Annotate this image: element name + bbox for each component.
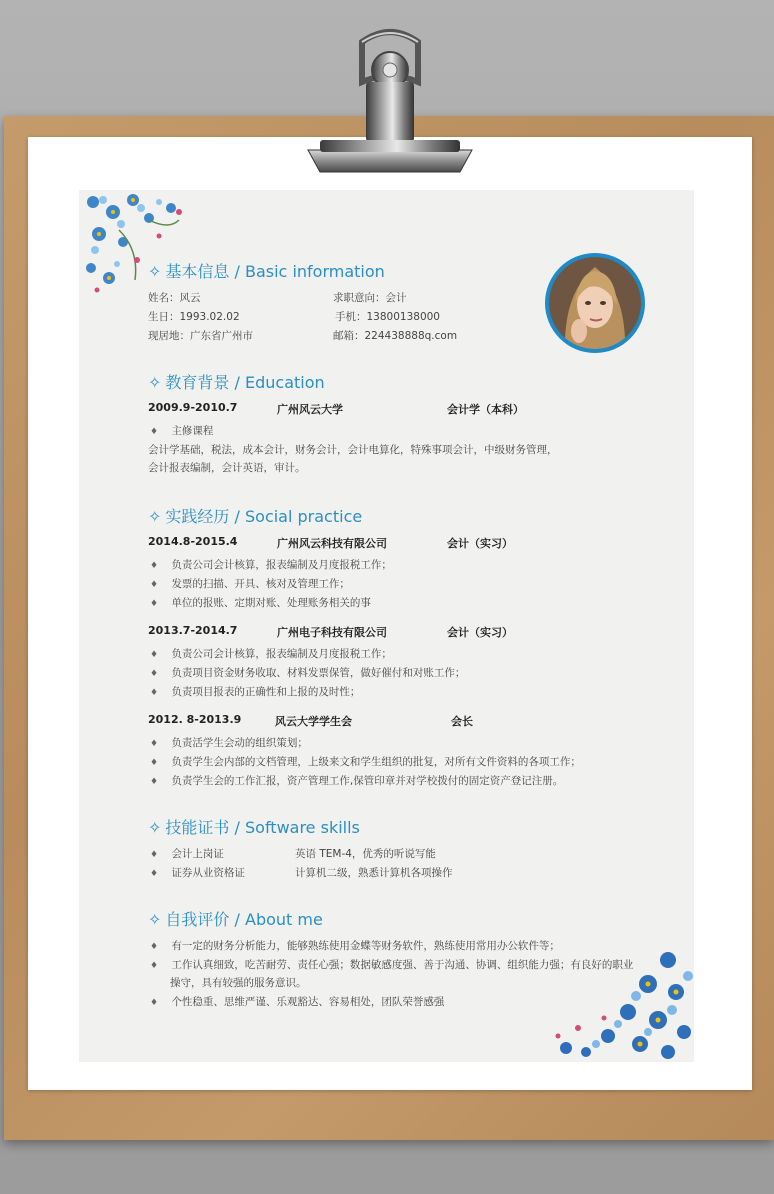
list-item	[150, 735, 308, 750]
section-title-basic	[148, 259, 385, 282]
job-role: 会计（实习）	[447, 537, 513, 550]
course-line: 会计学基础，税法，成本会计，财务会计，会计电算化，特殊事项会计，中级财务管理，	[148, 444, 558, 456]
job-period: 2012. 8-2013.9	[148, 713, 242, 726]
title-cn: 自我评价	[165, 910, 230, 929]
email-field: 邮箱：224438888q.com	[333, 330, 458, 342]
job-company: 广州风云科技有限公司	[277, 537, 387, 550]
skill-desc: 英语 TEM-4，优秀的听说写能	[295, 848, 436, 860]
sparkle-icon: ✧	[148, 910, 162, 929]
list-item	[150, 846, 224, 861]
location-field: 现居地：广东省广州市	[148, 330, 253, 342]
title-cn: 实践经历	[165, 507, 230, 526]
bullet-icon: ♦	[150, 998, 159, 1008]
item-text: 工作认真细致，吃苦耐劳、责任心强；数据敏感度强、善于沟通、协调、组织能力强；有良好的职业	[171, 959, 634, 971]
section-title-education	[148, 370, 325, 393]
item-text: 个性稳重、思维严谨、乐观豁达、容易相处，团队荣誉感强	[171, 996, 445, 1008]
job-role: 会长	[451, 715, 473, 728]
name-field: 姓名：风云	[148, 292, 201, 304]
job-company: 风云大学学生会	[275, 715, 352, 728]
course-line: 会计报表编制，会计英语，审计。	[148, 462, 306, 474]
list-item	[150, 754, 581, 769]
list-item	[150, 773, 563, 788]
list-item	[150, 423, 213, 438]
item-text: 负责公司会计核算，报表编制及月度报税工作；	[171, 648, 392, 660]
bullet-icon: ♦	[150, 427, 159, 437]
skill-desc: 计算机二级，熟悉计算机各项操作	[295, 867, 453, 879]
list-item	[150, 595, 371, 610]
cert-text: 证券从业资格证	[171, 867, 245, 879]
title-cn: 技能证书	[165, 818, 230, 837]
title-cn: 教育背景	[165, 373, 230, 392]
flower-decoration-icon	[79, 190, 194, 300]
edu-major: 会计学（本科）	[447, 403, 524, 416]
item-text: 负责项目资金财务收取、材料发票保管，做好催付和对账工作；	[171, 667, 466, 679]
list-item	[150, 865, 245, 880]
title-en: / Software skills	[234, 818, 360, 837]
item-text: 负责活学生会动的组织策划；	[171, 737, 308, 749]
avatar-portrait-icon	[545, 253, 645, 353]
bullet-icon: ♦	[150, 739, 159, 749]
title-en: / Education	[234, 373, 325, 392]
list-item	[150, 994, 444, 1009]
list-item	[150, 576, 350, 591]
bullet-icon: ♦	[150, 650, 159, 660]
course-label: 主修课程	[171, 425, 214, 437]
title-en: / About me	[234, 910, 323, 929]
title-cn: 基本信息	[165, 262, 230, 281]
bullet-icon: ♦	[150, 869, 159, 879]
section-title-skills	[148, 815, 360, 838]
birth-field: 生日：1993.02.02	[148, 311, 240, 323]
section-title-practice	[148, 504, 362, 527]
title-en: / Social practice	[234, 507, 363, 526]
job-period: 2014.8-2015.4	[148, 535, 238, 548]
bullet-icon: ♦	[150, 580, 159, 590]
list-item	[150, 957, 633, 972]
list-item	[150, 665, 465, 680]
item-text: 有一定的财务分析能力，能够熟练使用金蝶等财务软件，熟练使用常用办公软件等；	[171, 940, 560, 952]
bullet-icon: ♦	[150, 758, 159, 768]
item-text: 单位的报账、定期对账、处理账务相关的事	[171, 597, 371, 609]
title-en: / Basic information	[234, 262, 385, 281]
item-text-cont: 操守，具有较强的服务意识。	[170, 977, 307, 989]
binder-clip-icon	[300, 22, 480, 182]
bullet-icon: ♦	[150, 688, 159, 698]
bullet-icon: ♦	[150, 561, 159, 571]
bullet-icon: ♦	[150, 850, 159, 860]
bullet-icon: ♦	[150, 942, 159, 952]
item-text: 发票的扫描、开具、核对及管理工作；	[171, 578, 350, 590]
list-item	[150, 684, 360, 699]
sparkle-icon: ✧	[148, 507, 162, 526]
item-text: 负责公司会计核算，报表编制及月度报税工作；	[171, 559, 392, 571]
edu-school: 广州风云大学	[277, 403, 343, 416]
profile-photo	[545, 253, 645, 353]
job-period: 2013.7-2014.7	[148, 624, 238, 637]
bullet-icon: ♦	[150, 961, 159, 971]
section-title-about	[148, 907, 323, 930]
cert-text: 会计上岗证	[171, 848, 224, 860]
item-text: 负责学生会内部的文档管理，上级来文和学生组织的批复，对所有文件资料的各项工作；	[171, 756, 581, 768]
sparkle-icon: ✧	[148, 818, 162, 837]
sparkle-icon: ✧	[148, 373, 162, 392]
job-role: 会计（实习）	[447, 626, 513, 639]
edu-period: 2009.9-2010.7	[148, 401, 238, 414]
bullet-icon: ♦	[150, 777, 159, 787]
list-item	[150, 557, 392, 572]
bullet-icon: ♦	[150, 669, 159, 679]
item-text: 负责学生会的工作汇报，资产管理工作,保管印章并对学校拨付的固定资产登记注册。	[171, 775, 564, 787]
list-item	[150, 938, 560, 953]
bullet-icon: ♦	[150, 599, 159, 609]
sparkle-icon: ✧	[148, 262, 162, 281]
list-item	[150, 646, 392, 661]
job-company: 广州电子科技有限公司	[277, 626, 387, 639]
job-field: 求职意向：会计	[333, 292, 407, 304]
item-text: 负责项目报表的正确性和上报的及时性；	[171, 686, 361, 698]
phone-field: 手机：13800138000	[335, 311, 440, 323]
